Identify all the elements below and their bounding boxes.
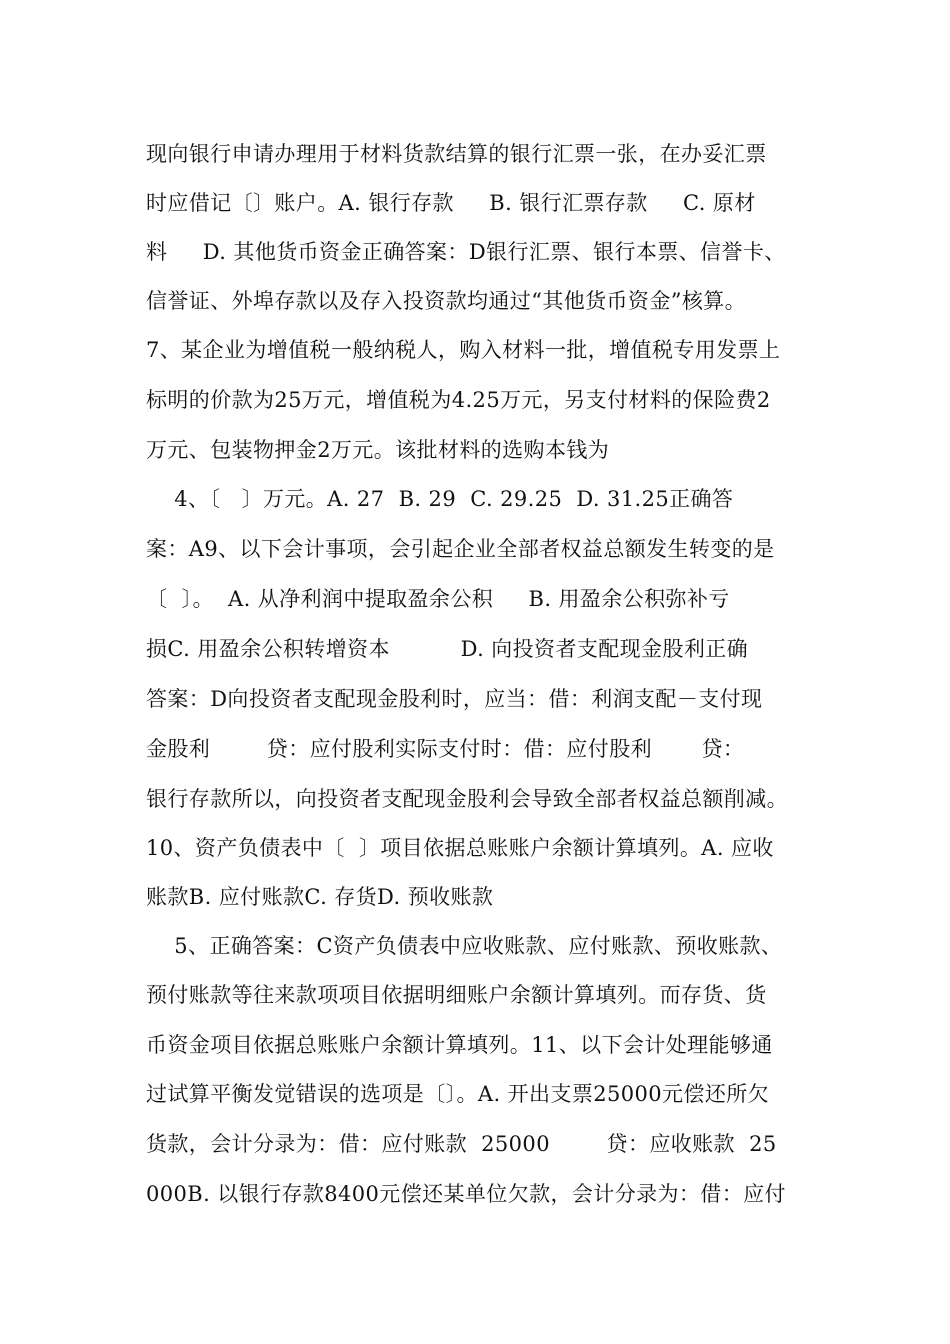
text-line: 账款B. 应付账款C. 存货D. 预收账款 (146, 885, 494, 909)
text-line: 10、资产负债表中〔 〕项目依据总账账户余额计算填列。A. 应收 (146, 836, 774, 860)
text-line: 000B. 以银行存款8400元偿还某单位欠款，会计分录为：借：应付 (146, 1182, 786, 1206)
text-line: 信誉证、外埠存款以及存入投资款均通过“其他货币资金”核算。 (146, 289, 747, 313)
text-line: 货款，会计分录为：借：应付账款 25000 贷：应收账款 25 (146, 1132, 777, 1156)
text-line: 答案：D向投资者支配现金股利时，应当：借：利润支配－支付现 (146, 687, 763, 711)
text-line: 5、正确答案：C资产负债表中应收账款、应付账款、预收账款、 (146, 934, 783, 958)
text-line: 金股利 贷：应付股利实际支付时：借：应付股利 贷： (146, 737, 745, 761)
text-line: 料 D. 其他货币资金正确答案：D银行汇票、银行本票、信誉卡、 (146, 240, 786, 264)
text-line: 案：A9、以下会计事项，会引起企业全部者权益总额发生转变的是 (146, 537, 775, 561)
text-line: 损C. 用盈余公积转增资本 D. 向投资者支配现金股利正确 (146, 637, 749, 661)
text-line: 7、某企业为增值税一般纳税人，购入材料一批，增值税专用发票上 (146, 338, 781, 362)
text-line: 过试算平衡发觉错误的选项是〔〕。A. 开出支票25000元偿还所欠 (146, 1082, 770, 1106)
text-line: 现向银行申请办理用于材料货款结算的银行汇票一张，在办妥汇票 (146, 142, 767, 166)
text-line: 预付账款等往来款项项目依据明细账户余额计算填列。而存货、货 (146, 983, 767, 1007)
text-line: 万元、包装物押金2万元。该批材料的选购本钱为 (146, 438, 610, 462)
text-line: 〔 〕。 A. 从净利润中提取盈余公积 B. 用盈余公积弥补亏 (146, 587, 730, 611)
text-line: 4、〔 〕万元。A. 27 B. 29 C. 29.25 D. 31.25正确答 (146, 487, 734, 511)
text-line: 币资金项目依据总账账户余额计算填列。11、以下会计处理能够通 (146, 1033, 773, 1057)
text-line: 标明的价款为25万元，增值税为4.25万元，另支付材料的保险费2 (146, 388, 771, 412)
text-line: 银行存款所以，向投资者支配现金股利会导致全部者权益总额削减。 (146, 787, 788, 811)
text-line: 时应借记〔〕账户。A. 银行存款 B. 银行汇票存款 C. 原材 (146, 191, 756, 215)
